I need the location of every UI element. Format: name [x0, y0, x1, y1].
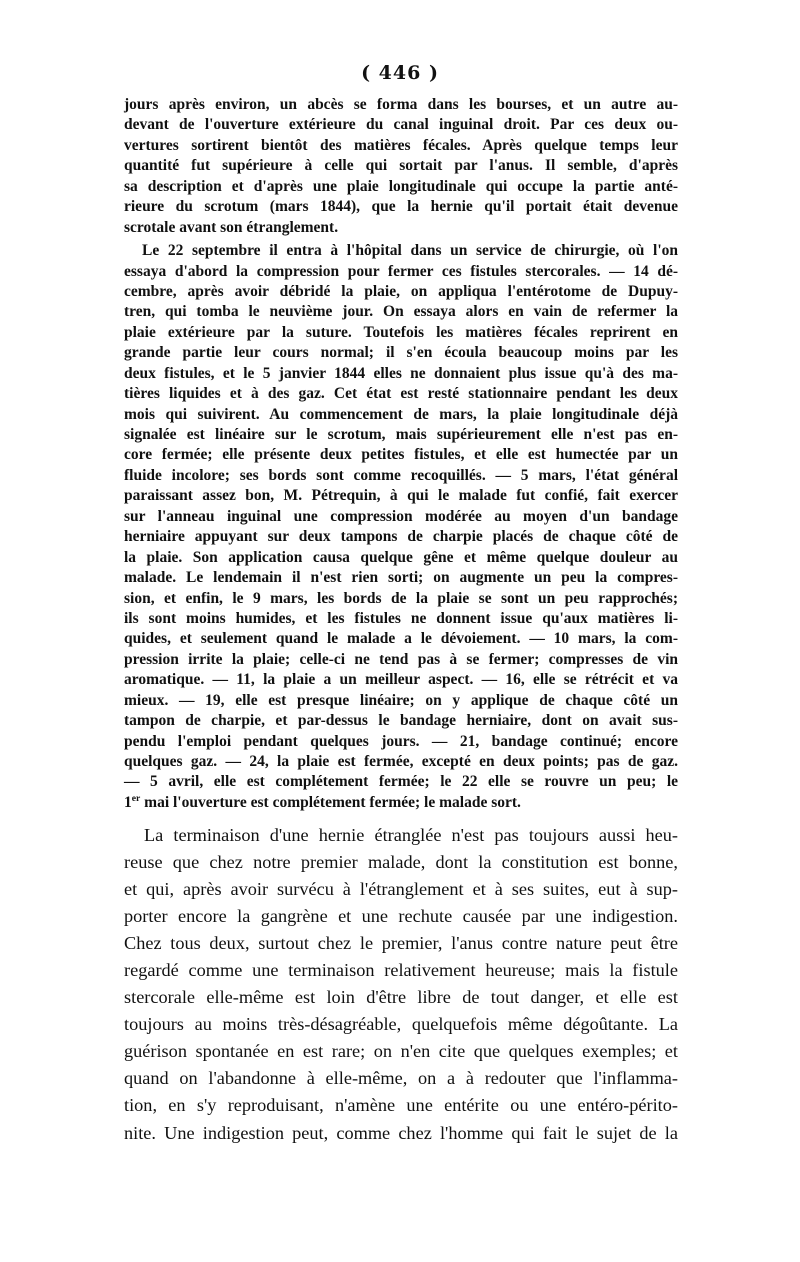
- text-line: sur l'anneau inguinal une compression modérée au moyen d'un bandage: [124, 507, 678, 525]
- text-line: signalée est linéaire sur le scrotum, mais supérieurement elle n'est pas en-: [124, 426, 678, 443]
- text-line: guérison spontanée en est rare; on n'en cite que quelques exemples; et: [124, 1041, 678, 1062]
- text-line: rieure du scrotum (mars 1844), que la hernie qu'il portait était devenue: [124, 198, 678, 216]
- text-line: sion, et enfin, le 9 mars, les bords de la plaie se sont un peu rapprochés;: [124, 589, 678, 607]
- text-line: Chez tous deux, surtout chez le premier, l'anus contre nature peut être: [124, 933, 678, 954]
- text-line: malade. Le lendemain il n'est rien sorti; on augmente un peu la compres-: [124, 569, 678, 587]
- text-line: ils sont moins humides, et les fistules ne donnent issue qu'aux matières li-: [124, 609, 678, 627]
- text-line: — 5 avril, elle est complétement fermée; le 22 elle se rouvre un peu; le: [124, 773, 678, 791]
- text-line: pression irrite la plaie; celle-ci ne tend pas à se fermer; compresses de vin: [124, 650, 678, 668]
- text-line-final: [124, 793, 678, 813]
- text-line: la plaie. Son application causa quelque gêne et même quelque douleur au: [124, 548, 678, 566]
- text-line-rest: mai l'ouverture est complétement fermée; le malade sort.: [140, 793, 521, 811]
- ordinal-suffix: er: [131, 792, 141, 804]
- text-line: et qui, après avoir survécu à l'étranglement et à ses suites, eut à sup-: [124, 879, 678, 900]
- text-line: regardé comme une terminaison relativement heureuse; mais la fistule: [124, 960, 678, 981]
- text-line: Le 22 septembre il entra à l'hôpital dans un service de chirurgie, où l'on: [142, 242, 678, 260]
- text-line: tion, en s'y reproduisant, n'amène une entérite ou une entéro-périto-: [124, 1095, 678, 1116]
- text-line: scrotale avant son étranglement.: [124, 218, 339, 236]
- text-line: tières liquides et à des gaz. Cet état est resté stationnaire pendant les deux: [124, 385, 678, 403]
- discussion-text: [124, 822, 678, 1147]
- text-line: cembre, après avoir débridé la plaie, on appliqua l'entérotome de Dupuy-: [124, 282, 678, 300]
- text-line: mieux. — 19, elle est presque linéaire; on y applique de chaque côté un: [124, 691, 678, 709]
- text-line: La terminaison d'une hernie étranglée n'est pas toujours aussi heu-: [144, 825, 678, 845]
- text-line: sa description et d'après une plaie longitudinale qui occupe la partie anté-: [124, 177, 678, 195]
- text-line: quand on l'abandonne à elle-même, on a à redouter que l'inflamma-: [124, 1068, 678, 1089]
- text-line: vertures sortirent bientôt des matières fécales. Après quelque temps leur: [124, 136, 678, 154]
- text-line: fluide incolore; ses bords sont comme recoquillés. — 5 mars, l'état général: [124, 466, 678, 484]
- text-line: porter encore la gangrène et une rechute causée par une indigestion.: [124, 906, 678, 927]
- text-line: tren, qui tomba le neuvième jour. On essaya alors en vain de refermer la: [124, 303, 678, 321]
- text-line: essaya d'abord la compression pour fermer ces fistules stercorales. — 14 dé-: [124, 262, 678, 280]
- text-line: tampon de charpie, et par-dessus le bandage herniaire, dont on avait sus-: [124, 712, 678, 730]
- text-line: quelques gaz. — 24, la plaie est fermée, excepté en deux points; pas de gaz.: [124, 753, 678, 770]
- text-line: core fermée; elle présente deux petites fistules, et elle est humectée par un: [124, 446, 678, 464]
- text-line: paraissant assez bon, M. Pétrequin, à qui le malade fut confié, fait exercer: [124, 487, 678, 505]
- text-line: quides, et seulement quand le malade a le dévoiement. — 10 mars, la com-: [124, 630, 678, 648]
- text-line: pendu l'emploi pendant quelques jours. — 21, bandage continué; encore: [124, 732, 678, 750]
- text-line: plaie extérieure par la suture. Toutefois les matières fécales reprirent en: [124, 323, 678, 341]
- text-line: mois qui suivirent. Au commencement de mars, la plaie longitudinale déjà: [124, 405, 678, 423]
- text-line: devant de l'ouverture extérieure du canal inguinal droit. Par ces deux ou-: [124, 116, 678, 134]
- text-line: herniaire appuyant sur deux tampons de charpie placés de chaque côté de: [124, 528, 678, 546]
- page-number: ( 446 ): [361, 62, 439, 84]
- text-line: nite. Une indigestion peut, comme chez l'homme qui fait le sujet de la: [124, 1122, 678, 1143]
- text-line: toujours au moins très-désagréable, quelquefois même dégoûtante. La: [124, 1014, 678, 1035]
- text-line: grande partie leur cours normal; il s'en écoula beaucoup moins par les: [124, 344, 678, 362]
- text-line: aromatique. — 11, la plaie a un meilleur aspect. — 16, elle se rétrécit et va: [124, 671, 678, 689]
- text-line: reuse que chez notre premier malade, dont la constitution est bonne,: [124, 852, 678, 873]
- text-line: deux fistules, et le 5 janvier 1844 elles ne donnaient plus issue qu'à des ma-: [124, 364, 678, 382]
- text-line: quantité fut supérieure à celle qui sortait par l'anus. Il semble, d'après: [124, 157, 678, 175]
- date-number: 1: [124, 793, 132, 811]
- text-line: jours après environ, un abcès se forma dans les bourses, et un autre au-: [124, 96, 678, 113]
- case-report-text: [124, 95, 678, 813]
- text-line: stercorale elle-même est loin d'être libre de tout danger, et elle est: [124, 987, 678, 1008]
